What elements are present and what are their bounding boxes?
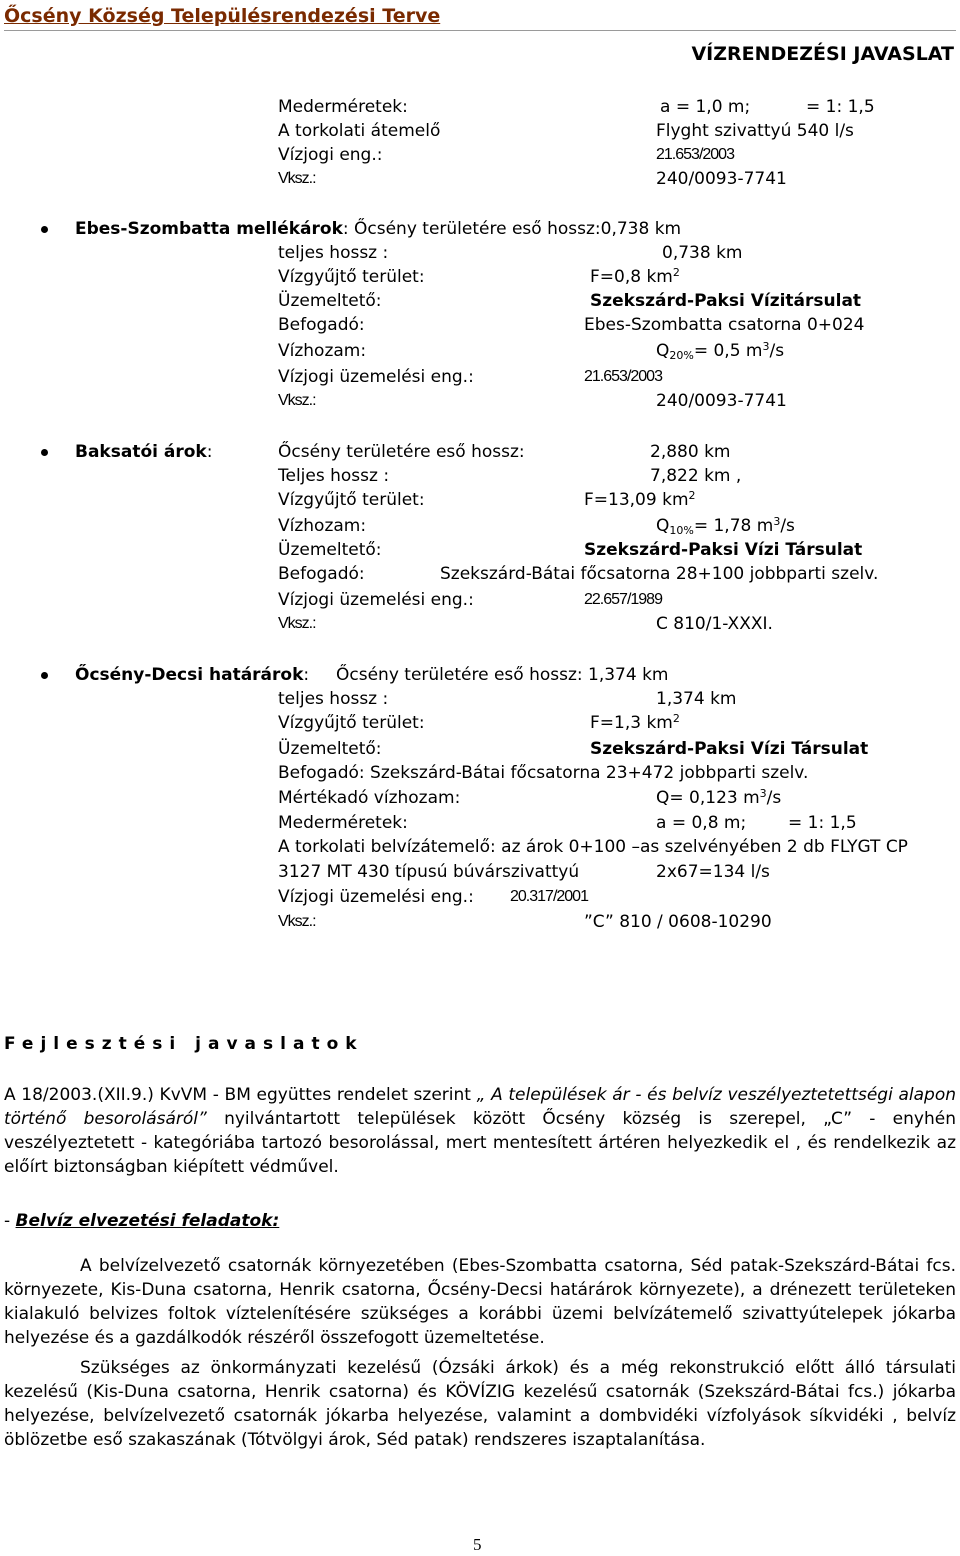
decsi-heading [75,664,309,686]
page-number: 5 [473,1535,482,1554]
ebes-title-rest: : Őcsény területére eső hossz:0,738 km [342,219,682,239]
decsi-total-length-value: 1,374 km [656,689,737,709]
water-permit-value: 21.653/2003 [656,146,734,163]
ebes-catchment-number: F=0,8 km [590,267,673,287]
decsi-vksz-label: Vksz.: [278,913,316,930]
decsi-catchment-label: Vízgyűjtő terület: [278,713,425,733]
ebes-operator-value: Szekszárd-Paksi Vízitársulat [590,291,862,311]
ebes-permit-value: 21.653/2003 [584,368,662,385]
baksatoi-q-sub: 10% [669,524,694,537]
decsi-pump-type: 3127 MT 430 típusú búvárszivattyú [278,862,580,882]
decsi-total-length-label: teljes hossz : [278,689,389,709]
decsi-permit-value: 20.317/2001 [510,888,588,905]
development-heading: Fejlesztési javaslatok [4,1034,364,1054]
baksatoi-vksz-label: Vksz.: [278,615,316,632]
ebes-receiver-label: Befogadó: [278,315,365,335]
decsi-title: Őcsény-Decsi határárok [75,665,304,685]
decsi-catchment-value [590,712,680,734]
decsi-vksz-value: ”C” 810 / 0608-10290 [584,912,772,932]
p1-rest: nyilvántartott települések között Őcsény község is szerepel, „C” - enyhén veszélyeztetett - kategóriába tartozó besorolással, mert mentesített ártéren helyezkedik el , és rendelkezik az előírt biztonságban kiépített védművel. [4,1109,956,1177]
decsi-permit-label: Vízjogi üzemelési eng.: [278,887,474,907]
subheading-text: Belvíz elvezetési feladatok: [15,1211,280,1231]
water-permit-label: Vízjogi eng.: [278,145,383,165]
decsi-mouth-pump: A torkolati belvízátemelő: az árok 0+100 –as szelvényében 2 db FLYGT CP [278,837,908,857]
baksatoi-colon: : [206,442,213,462]
ebes-total-length-label: teljes hossz : [278,243,389,263]
ebes-q-sub: 20% [669,349,694,362]
ebes-title: Ebes-Szombatta mellékárok [75,219,343,239]
baksatoi-receiver-label: Befogadó: [278,564,365,584]
baksatoi-catchment-sup: 2 [688,489,696,502]
section-title: VÍZRENDEZÉSI JAVASLAT [691,43,954,65]
baksatoi-q-unit: /s [780,516,795,536]
decsi-bed-dimensions-label: Mederméretek: [278,813,408,833]
baksatoi-local-length-value: 2,880 km [650,442,731,462]
decsi-discharge-value [656,787,781,809]
baksatoi-total-length-value: 7,822 km , [650,466,742,486]
bed-dimensions-slope: = 1: 1,5 [806,97,875,117]
bullet-icon [41,226,48,233]
subheading-dash: - [4,1211,16,1231]
ebes-discharge-label: Vízhozam: [278,341,367,361]
development-paragraph-2: A belvízelvezető csatornák környezetében (Ebes-Szombatta csatorna, Séd patak-Szekszárd-Bátai fcs. környezete, Kis-Duna csatorna, Henrik csatorna, Őcsény-Decsi határárok környezete), a drénezett területeken kialakuló belvizes foltok víztelenítésére szükséges a korábbi üzemi belvízátemelő szivattyútelepek jókarba helyezése és a gazdálkodók részéről összefogott üzemeltetése. [4,1256,956,1348]
baksatoi-q-sup: 3 [773,515,781,528]
bullet-icon [41,672,48,679]
p1-intro: A 18/2003.(XII.9.) KvVM - BM együttes rendelet szerint [4,1085,477,1105]
baksatoi-q-symbol: Q [656,516,670,536]
baksatoi-heading [75,441,212,463]
decsi-q-unit: /s [766,788,782,808]
ebes-discharge-value [656,340,784,362]
decsi-catchment-sup: 2 [672,712,680,725]
ebes-permit-label: Vízjogi üzemelési eng.: [278,367,474,387]
baksatoi-catchment-label: Vízgyűjtő terület: [278,490,425,510]
decsi-bed-dimensions-a: a = 0,8 m; [656,813,747,833]
decsi-operator-label: Üzemeltető: [278,739,382,759]
ebes-total-length-value: 0,738 km [662,243,743,263]
baksatoi-catchment-value [584,489,696,511]
ebes-heading [75,218,681,240]
vksz-value: 240/0093-7741 [656,169,787,189]
p1-regulation-title: „ A települések ár - és belvíz veszélyeztetettségi alapon történő besorolásáról” [4,1085,956,1129]
ebes-vksz-label: Vksz.: [278,392,316,409]
baksatoi-receiver-value: Szekszárd-Bátai főcsatorna 28+100 jobbparti szelv. [440,564,879,584]
inland-water-subheading [4,1210,279,1232]
bed-dimensions-a: a = 1,0 m; [660,97,751,117]
baksatoi-operator-value: Szekszárd-Paksi Vízi Társulat [584,540,863,560]
decsi-discharge-label: Mértékadó vízhozam: [278,788,461,808]
header-divider [4,30,956,31]
baksatoi-catchment-number: F=13,09 km [584,490,689,510]
decsi-catchment-number: F=1,3 km [590,713,673,733]
ebes-q-unit: /s [769,341,785,361]
baksatoi-local-length-label: Őcsény területére eső hossz: [278,442,525,462]
mouth-pump-value: Flyght szivattyú 540 l/s [656,121,854,141]
document-title: Őcsény Község Településrendezési Terve [4,5,441,27]
decsi-pump-capacity: 2x67=134 l/s [656,862,770,882]
baksatoi-permit-value: 22.657/1989 [584,591,662,608]
baksatoi-discharge-value [656,515,795,537]
decsi-q-number: Q= 0,123 m [656,788,760,808]
decsi-colon: : [303,665,310,685]
baksatoi-permit-label: Vízjogi üzemelési eng.: [278,590,474,610]
baksatoi-operator-label: Üzemeltető: [278,540,382,560]
decsi-bed-dimensions-slope: = 1: 1,5 [788,813,857,833]
ebes-catchment-sup: 2 [672,266,680,279]
ebes-operator-label: Üzemeltető: [278,291,382,311]
bed-dimensions-label: Mederméretek: [278,97,408,117]
baksatoi-vksz-value: C 810/1-XXXI. [656,614,773,634]
baksatoi-discharge-label: Vízhozam: [278,516,367,536]
ebes-catchment-label: Vízgyűjtő terület: [278,267,425,287]
ebes-vksz-value: 240/0093-7741 [656,391,787,411]
ebes-q-number: = 0,5 m [693,341,763,361]
decsi-receiver: Befogadó: Szekszárd-Bátai főcsatorna 23+472 jobbparti szelv. [278,763,809,783]
ebes-q-sup: 3 [762,340,770,353]
ebes-q-symbol: Q [656,341,670,361]
baksatoi-q-number: = 1,78 m [693,516,774,536]
development-paragraph-1 [4,1083,956,1179]
bullet-icon [41,449,48,456]
decsi-local-length: Őcsény területére eső hossz: 1,374 km [336,665,669,685]
mouth-pump-label: A torkolati átemelő [278,121,441,141]
baksatoi-total-length-label: Teljes hossz : [278,466,390,486]
ebes-receiver-value: Ebes-Szombatta csatorna 0+024 [584,315,865,335]
ebes-catchment-value [590,266,680,288]
development-paragraph-3: Szükséges az önkormányzati kezelésű (Ózsáki árkok) és a még rekonstrukció előtt álló társulati kezelésű (Kis-Duna csatorna, Henrik csatorna) és KÖVÍZIG kezelésű csatornák (Szekszárd-Bátai fcs.) jókarba helyezése, belvízelvezető csatornák jókarba helyezése, valamint a dombvidéki vízfolyások síkvidéki , belvíz öblözetbe eső szakaszának (Tótvölgyi árok, Séd patak) rendszeres iszaptalanítása. [4,1358,956,1450]
baksatoi-title: Baksatói árok [75,442,207,462]
decsi-operator-value: Szekszárd-Paksi Vízi Társulat [590,739,869,759]
decsi-q-sup: 3 [759,787,767,800]
vksz-label: Vksz.: [278,170,316,187]
